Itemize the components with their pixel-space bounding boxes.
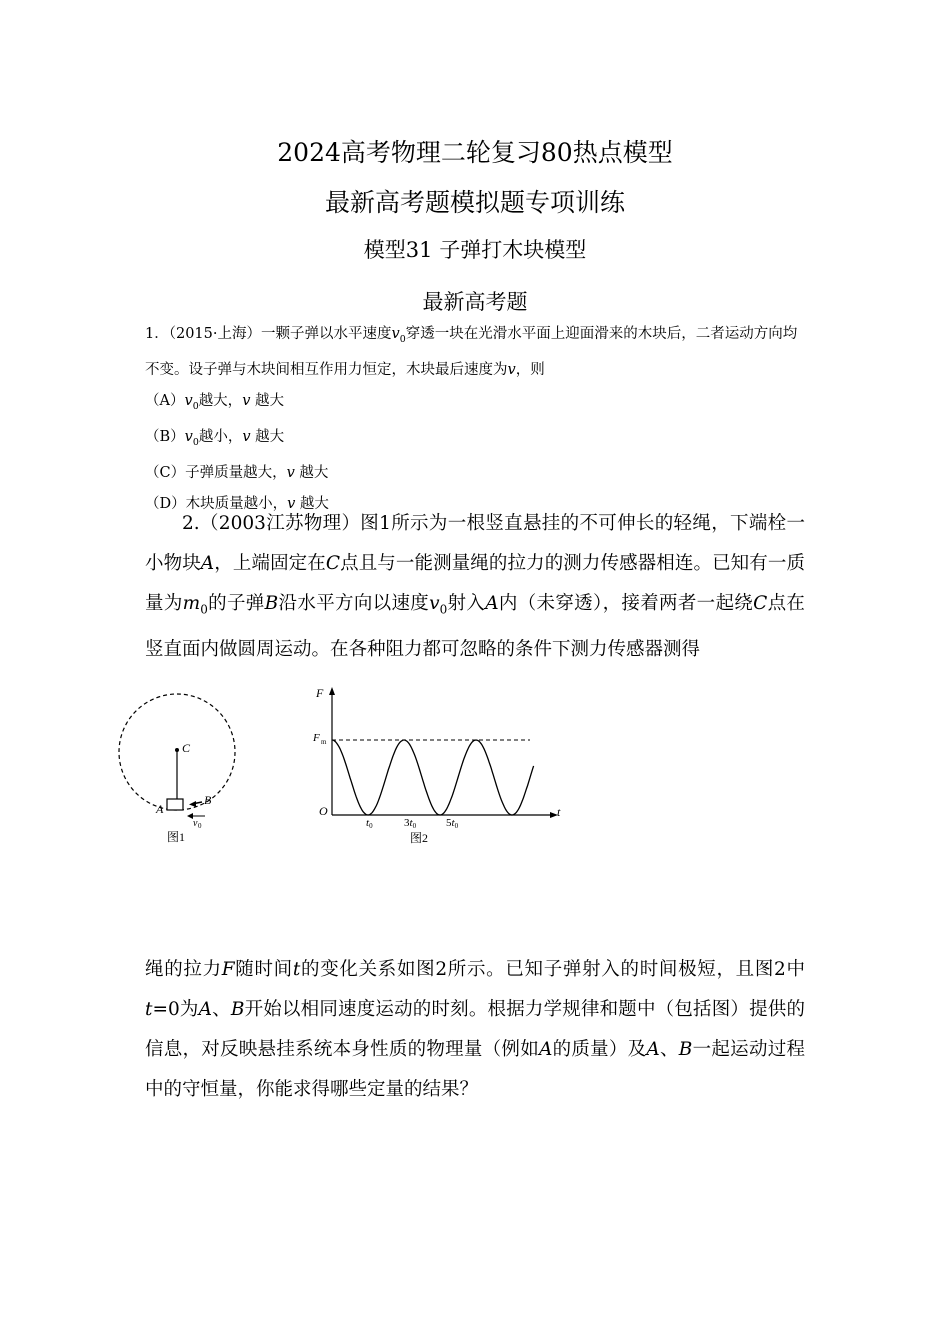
fm-label: F <box>313 732 320 744</box>
label-v0: v <box>193 818 198 829</box>
y-axis-arrow <box>329 687 335 695</box>
axis-f-label: F <box>316 686 324 700</box>
question-2-part-2: 绳的拉力F随时间t的变化关系如图2所示。已知子弹射入的时间极短，且图2中t=0为A、B开始以相同速度运动的时刻。根据力学规律和题中（包括图）提供的信息，对反映悬挂系统本身性质的物理量（例如A的质量）及A、B一起运动过程中的守恒量，你能求得哪些定量的结果？ <box>145 959 805 1100</box>
option-d: （D）木块质量越小，v 越大 <box>145 495 329 512</box>
figure-2 <box>305 680 575 850</box>
option-c: （C）子弹质量越大，v 越大 <box>145 464 329 481</box>
option-b: $(B)v_0$越小，v 越大 <box>145 428 285 448</box>
label-a: A <box>156 802 164 816</box>
figure-2-caption: 图2 <box>410 831 429 845</box>
page-title: 2024高考物理二轮复习80热点模型 <box>277 138 673 167</box>
label-c: C <box>182 741 191 755</box>
bullet-b-tip <box>189 801 196 807</box>
tick-t0: t0 <box>366 817 373 830</box>
page-subtitle: 最新高考题模拟题专项训练 <box>324 188 625 217</box>
label-b: B <box>204 793 212 807</box>
tick-5t0: 5t0 <box>446 817 459 830</box>
label-v0-sub: 0 <box>198 822 202 830</box>
option-a: $(A)v_0$越大，v 越大 <box>145 392 284 412</box>
question-2-part-1: 2.（2003江苏物理）图1所示为一根竖直悬挂的不可伸长的轻绳，下端栓一小物块A，上端固定在C点且与一能测量绳的拉力的测力传感器相连。已知有一质量为$m_0$的子弹B沿水平方向以速度$v_0$射入A内（未穿透），接着两者一起绕C点在竖直面内做圆周运动。在各种阻力都可忽略的条件下测力传感器测得 <box>145 513 805 660</box>
fm-label-sub: m <box>321 738 327 746</box>
force-curve <box>332 740 534 815</box>
figure-1 <box>110 680 250 850</box>
question-1-stem: 1．（2015·上海）一颗子弹以水平速度$v_0$穿透一块在光滑水平面上迎面滑来的木块后，二者运动方向均不变。设子弹与木块间相互作用力恒定，木块最后速度为v，则 <box>145 326 798 378</box>
figure-1-caption: 图1 <box>167 830 186 844</box>
model-title: 模型31 子弹打木块模型 <box>363 238 587 262</box>
axis-t-label: t <box>557 805 561 819</box>
question-1 <box>145 319 805 520</box>
block-a <box>167 799 183 810</box>
origin-label: O <box>319 804 328 818</box>
section-heading: 最新高考题 <box>422 290 528 314</box>
tick-3t0: 3t0 <box>404 817 417 830</box>
